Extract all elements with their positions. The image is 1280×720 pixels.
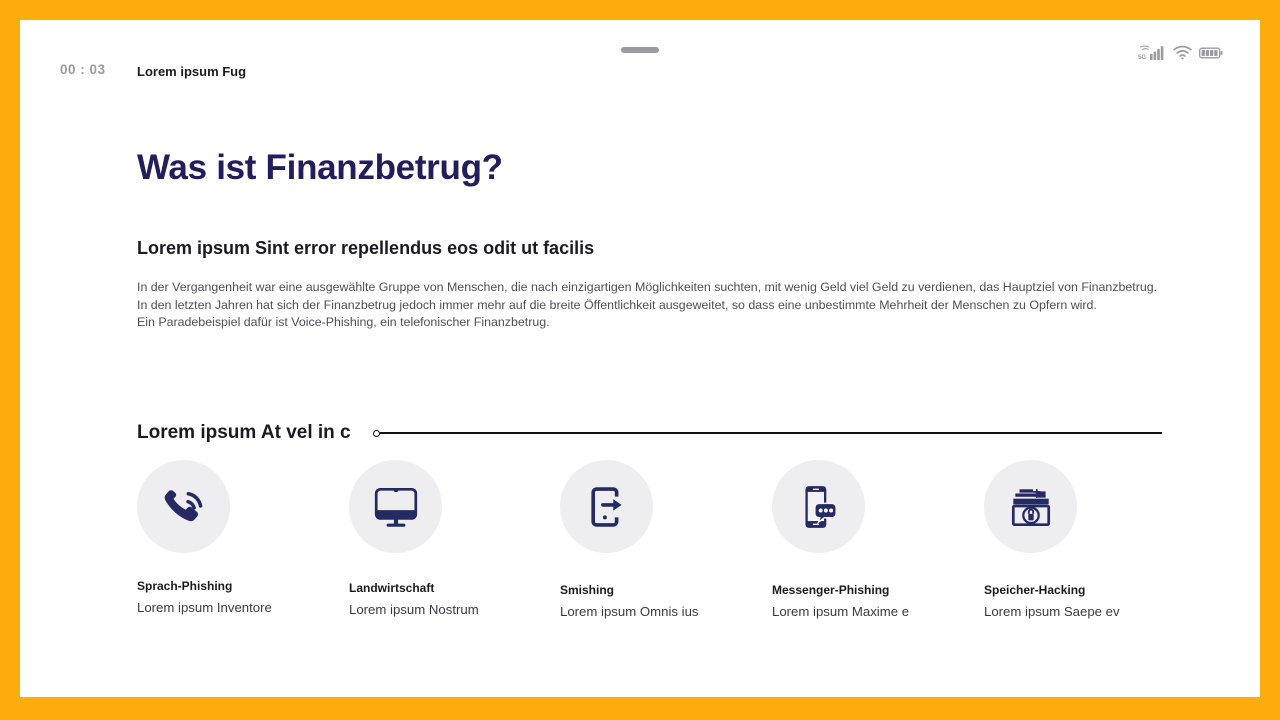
icon-circle (772, 460, 865, 553)
card-title: Smishing (560, 583, 615, 597)
rule-line (380, 432, 1162, 434)
card-description: Lorem ipsum Maxime e (772, 604, 910, 619)
card-item[interactable] (984, 460, 1184, 619)
card-title: Landwirtschaft (349, 581, 435, 595)
card-description: Lorem ipsum Omnis ius (560, 604, 699, 619)
subheading: Lorem ipsum Sint error repellendus eos odit ut facilis (137, 238, 595, 258)
card-item[interactable] (137, 460, 337, 615)
card-description: Lorem ipsum Inventore (137, 600, 272, 615)
body-line-2: In den letzten Jahren hat sich der Finanzbetrug jedoch immer mehr auf die breite Öffentlichkeit ausgeweitet, so dass eine unbestimmte Mehrheit der Menschen zu Opfern wird. (137, 297, 1097, 312)
card-description: Lorem ipsum Saepe ev (984, 604, 1120, 619)
icon-circle (984, 460, 1077, 553)
svg-text:5G: 5G (1138, 55, 1147, 61)
locked-file-cabinet-icon (1006, 482, 1056, 532)
phone-chat-bubble-icon (794, 482, 844, 532)
card-item[interactable] (772, 460, 972, 619)
section-title: Lorem ipsum At vel in c (137, 422, 351, 443)
status-clock: 00 : 03 (60, 62, 106, 77)
phone-call-icon (159, 482, 209, 532)
phone-arrow-out-icon (582, 482, 632, 532)
icon-circle (349, 460, 442, 553)
card-item (560, 460, 760, 619)
device-screen (20, 20, 1260, 697)
section-header-row (137, 422, 1162, 444)
card-title: Speicher-Hacking (984, 583, 1086, 597)
page-title: Was ist Finanzbetrug? (137, 148, 503, 187)
carrier-label: Lorem ipsum Fug (137, 64, 247, 79)
body-line-3: Ein Paradebeispiel dafür ist Voice-Phishing, ein telefonischer Finanzbetrug. (137, 315, 550, 329)
desktop-monitor-icon (371, 482, 421, 532)
card-grid (137, 460, 1167, 660)
card-title: Sprach-Phishing (137, 579, 233, 593)
icon-circle (137, 460, 230, 553)
card-title: Messenger-Phishing (772, 583, 890, 597)
card-item[interactable] (349, 460, 549, 617)
icon-circle (560, 460, 653, 553)
rule-dot (373, 430, 380, 437)
slide-content (137, 20, 1260, 697)
body-line-1: In der Vergangenheit war eine ausgewählte Gruppe von Menschen, die nach einzigartigen Möglichkeiten suchten, mit wenig Geld viel Geld zu verdienen, das Hauptziel von Finanzbetrug. (137, 280, 1158, 294)
card-description: Lorem ipsum Nostrum (349, 602, 479, 617)
body-paragraph (137, 279, 1157, 332)
